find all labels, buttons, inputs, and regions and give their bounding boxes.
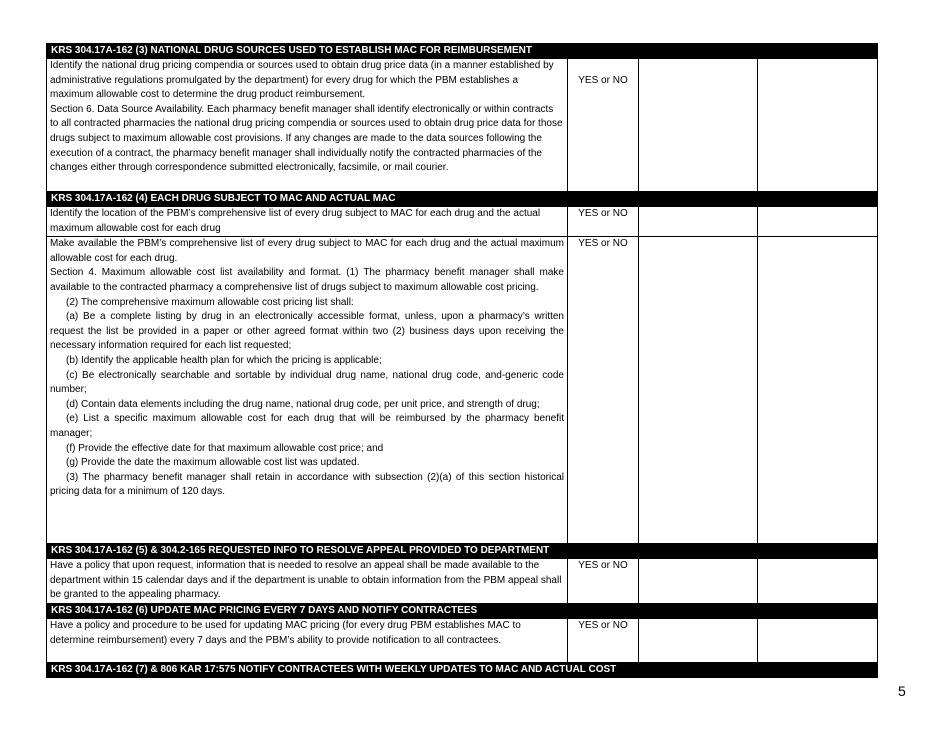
requirement-text-cell bbox=[47, 559, 568, 604]
requirement-paragraph: (3) The pharmacy benefit manager shall retain in accordance with subsection (2)(a) of this section historical pricing data for a minimum of 120 days. bbox=[50, 471, 564, 498]
yes-no-label: YES or NO bbox=[578, 619, 628, 631]
section-header-row bbox=[47, 603, 878, 618]
section-header-7: KRS 304.17A-162 (7) & 806 KAR 17:575 NOTIFY CONTRACTEES WITH WEEKLY UPDATES TO MAC AND ACTUAL COST bbox=[47, 662, 878, 677]
table-row bbox=[47, 618, 878, 662]
table-row bbox=[47, 559, 878, 604]
compliance-checklist-table bbox=[46, 43, 878, 678]
requirement-paragraph: Make available the PBM’s comprehensive list of every drug subject to MAC for each drug and the actual maximum allowable cost for each drug. bbox=[50, 238, 564, 264]
section-header-row bbox=[47, 44, 878, 59]
requirement-text-cell bbox=[47, 618, 568, 662]
yes-no-label: YES or NO bbox=[578, 208, 628, 219]
table-row bbox=[47, 207, 878, 237]
yes-no-label: YES or NO bbox=[578, 75, 628, 86]
requirement-paragraph: Identify the location of the PBM’s comprehensive list of every drug subject to MAC for each drug and the actual maximum allowable cost for each drug bbox=[50, 208, 541, 234]
response-cell[interactable] bbox=[639, 559, 758, 604]
yes-no-label: YES or NO bbox=[578, 560, 628, 572]
requirement-paragraph: (f) Provide the effective date for that maximum allowable cost price; and bbox=[66, 442, 384, 454]
comment-cell[interactable] bbox=[758, 237, 878, 544]
requirement-text-cell bbox=[47, 59, 568, 192]
comment-cell[interactable] bbox=[758, 618, 878, 662]
table-row bbox=[47, 59, 878, 192]
response-cell[interactable] bbox=[639, 59, 758, 192]
yes-no-cell bbox=[568, 207, 639, 237]
response-cell[interactable] bbox=[639, 237, 758, 544]
response-cell[interactable] bbox=[639, 618, 758, 662]
page-number: 5 bbox=[898, 683, 906, 699]
requirement-text-cell bbox=[47, 207, 568, 237]
requirement-paragraph: (d) Contain data elements including the drug name, national drug code, per unit price, and strength of drug; bbox=[66, 398, 540, 410]
yes-no-cell bbox=[568, 237, 639, 544]
yes-no-cell bbox=[568, 618, 639, 662]
comment-cell[interactable] bbox=[758, 59, 878, 192]
requirement-paragraph: (b) Identify the applicable health plan for which the pricing is applicable; bbox=[66, 354, 382, 366]
section-header-row bbox=[47, 662, 878, 677]
requirement-paragraph: (a) Be a complete listing by drug in an electronically accessible format, unless, upon a pharmacy’s written request the list be provided in a paper or other agreed format within two (2) business days upon receiving the necessary information required for each list requested; bbox=[50, 311, 564, 352]
comment-cell[interactable] bbox=[758, 207, 878, 237]
requirement-paragraph: (e) List a specific maximum allowable cost for each drug that will be reimbursed by the pharmacy benefit manager; bbox=[50, 413, 564, 439]
comment-cell[interactable] bbox=[758, 559, 878, 604]
yes-no-label: YES or NO bbox=[578, 238, 628, 250]
section-header-3: KRS 304.17A-162 (3) NATIONAL DRUG SOURCES USED TO ESTABLISH MAC FOR REIMBURSEMENT bbox=[47, 44, 878, 59]
requirement-paragraph: (c) Be electronically searchable and sortable by individual drug name, national drug code, and-generic code number; bbox=[50, 369, 564, 396]
requirement-paragraph: Section 6. Data Source Availability. Each pharmacy benefit manager shall identify electronically or within contracts to all contracted pharmacies the national drug pricing compendia or sources used to obtain drug price data for those drugs subject to maximum allowable cost provisions. If any changes are made to the data sources following the execution of a contract, the pharmacy benefit manager shall individually notify the contracted pharmacies of the changes either through correspondence submitted electronically, facsimile, or mail courier. bbox=[50, 103, 563, 174]
requirement-paragraph: Identify the national drug pricing compendia or sources used to obtain drug price data (in a manner established by administrative regulations promulgated by the department) for every drug for which the PBM establishes a maximum allowable cost to determine the drug product reimbursement. bbox=[50, 60, 554, 101]
table-row bbox=[47, 237, 878, 544]
section-header-6: KRS 304.17A-162 (6) UPDATE MAC PRICING EVERY 7 DAYS AND NOTIFY CONTRACTEES bbox=[47, 603, 878, 618]
yes-no-cell bbox=[568, 59, 639, 192]
requirement-paragraph: (g) Provide the date the maximum allowable cost list was updated. bbox=[66, 457, 360, 469]
requirement-text-cell bbox=[47, 237, 568, 544]
requirement-paragraph: Section 4. Maximum allowable cost list availability and format. (1) The pharmacy benefit manager shall make available to the contracted pharmacy a comprehensive list of drugs subject to maximum allowable cost pricing. bbox=[50, 267, 564, 293]
section-header-5: KRS 304.17A-162 (5) & 304.2-165 REQUESTED INFO TO RESOLVE APPEAL PROVIDED TO DEPARTMENT bbox=[47, 544, 878, 559]
section-header-row bbox=[47, 192, 878, 207]
yes-no-cell bbox=[568, 559, 639, 604]
section-header-row bbox=[47, 544, 878, 559]
section-header-4: KRS 304.17A-162 (4) EACH DRUG SUBJECT TO MAC AND ACTUAL MAC bbox=[47, 192, 878, 207]
requirement-paragraph: Have a policy that upon request, information that is needed to resolve an appeal shall be made available to the department within 15 calendar days and if the department is unable to obtain information from the PBM appeal shall be granted to the appealing pharmacy. bbox=[50, 560, 562, 601]
requirement-paragraph: (2) The comprehensive maximum allowable cost pricing list shall: bbox=[66, 296, 354, 308]
response-cell[interactable] bbox=[639, 207, 758, 237]
requirement-paragraph: Have a policy and procedure to be used for updating MAC pricing (for every drug PBM establishes MAC to determine reimbursement) every 7 days and the PBM’s ability to provide notification to all contractees. bbox=[50, 619, 521, 646]
